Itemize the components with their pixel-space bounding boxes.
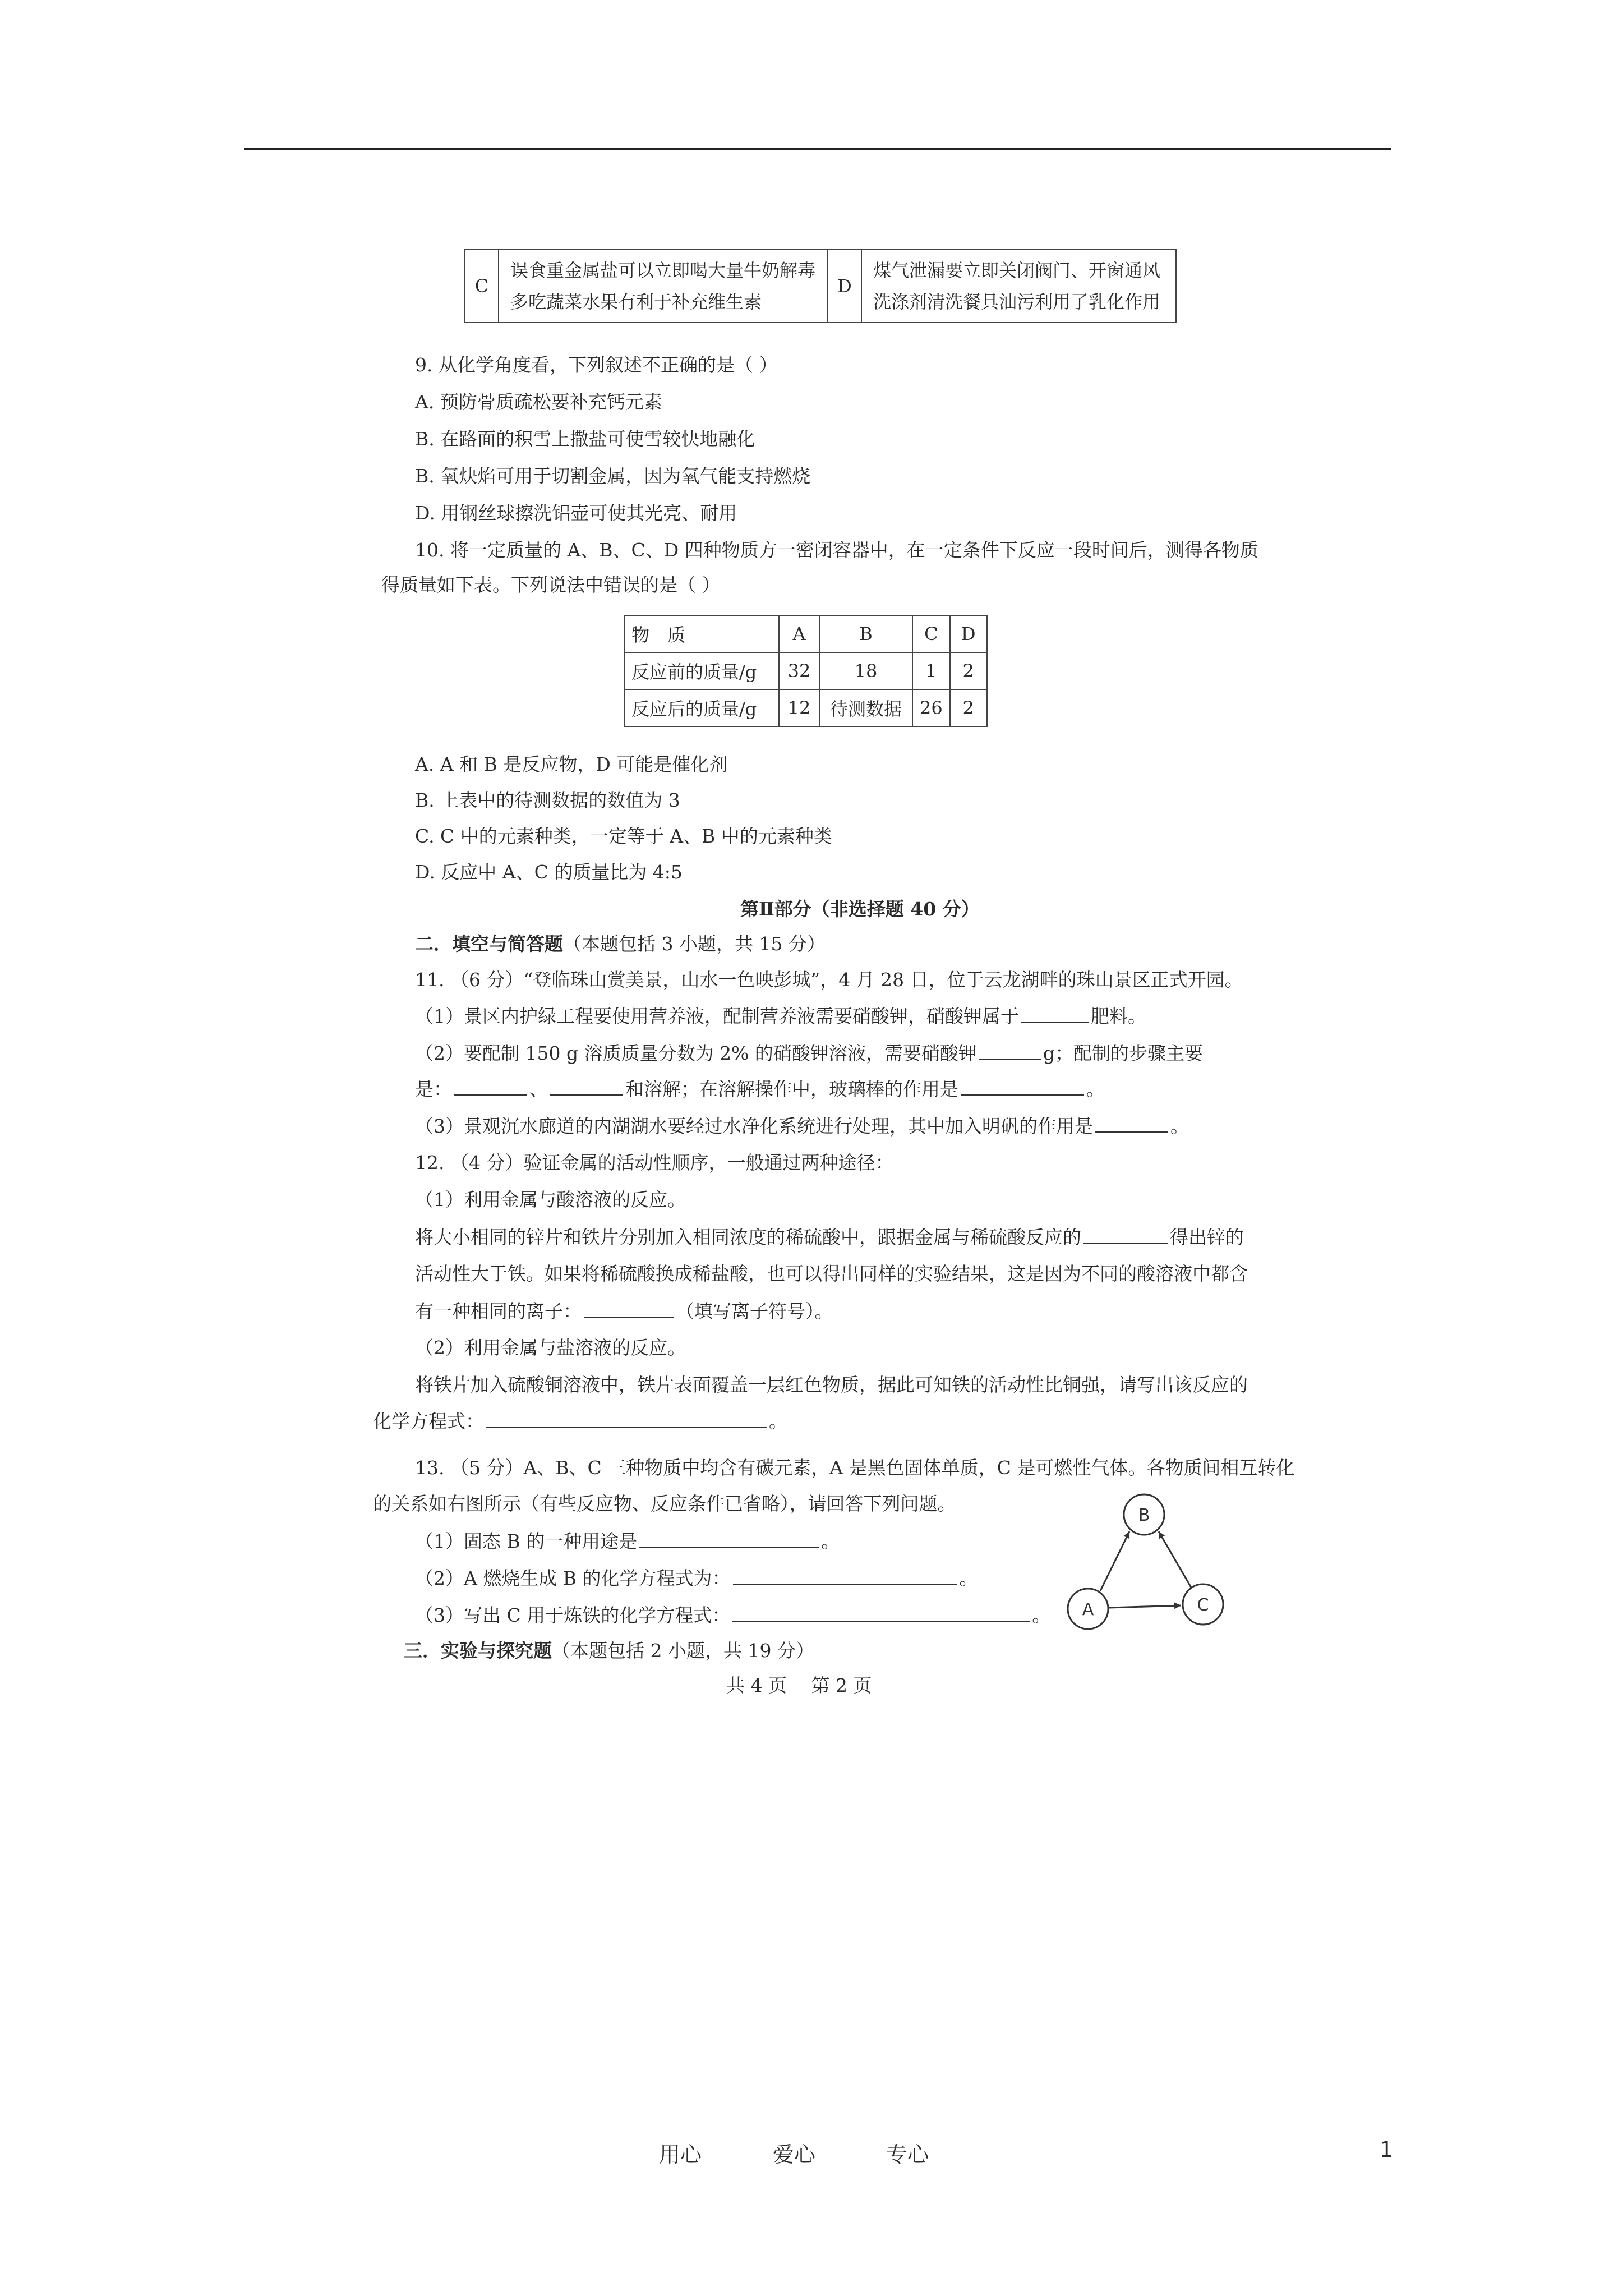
q9-option-b: B. 在路面的积雪上撒盐可使雪较快地融化	[415, 428, 755, 450]
q13-part1-text: （1）固态 B 的一种用途是	[415, 1530, 638, 1552]
q12-line1-text: 将大小相同的锌片和铁片分别加入相同浓度的稀硫酸中，跟据金属与稀硫酸反应的	[415, 1226, 1081, 1248]
header-cell: C	[912, 615, 950, 652]
table-cell: 1	[912, 652, 950, 689]
q12-line5-text: 化学方程式：	[373, 1410, 484, 1432]
q12-part1: （1）利用金属与酸溶液的反应。	[415, 1189, 686, 1211]
q11-part2-dissolve: 和溶解；在溶解操作中，玻璃棒的作用是	[625, 1078, 958, 1100]
q11-part1-text: （1）景区内护绿工程要使用营养液，配制营养液需要硝酸钾，硝酸钾属于	[415, 1005, 1019, 1027]
part2-heading: 第Ⅱ部分（非选择题 40 分）	[740, 898, 980, 920]
q13-part1	[415, 1530, 840, 1553]
q10-stem-line2: 得质量如下表。下列说法中错误的是（ ）	[381, 574, 721, 596]
q11-stem: 11. （6 分）“登临珠山赏美景，山水一色映彭城”，4 月 28 日，位于云龙湖畔的珠山景区正式开园。	[415, 969, 1243, 991]
option-d-line1: 煤气泄漏要立即关闭阀门、开窗通风	[873, 260, 1161, 281]
answer-blank[interactable]	[550, 1078, 623, 1096]
header-cell: 物 质	[624, 615, 779, 652]
q13-part2-end: 。	[959, 1567, 978, 1589]
answer-blank[interactable]	[961, 1078, 1084, 1096]
option-c-line2: 多吃蔬菜水果有利于补充维生素	[510, 291, 762, 312]
answer-blank[interactable]	[486, 1410, 767, 1428]
q11-part3-end: 。	[1170, 1115, 1189, 1137]
q11-part2-text: （2）要配制 150 g 溶质质量分数为 2% 的硝酸钾溶液，需要硝酸钾	[415, 1042, 977, 1064]
q13-part1-end: 。	[821, 1530, 840, 1552]
option-d-line2: 洗涤剂清洗餐具油污利用了乳化作用	[873, 291, 1161, 312]
q10-option-c: C. C 中的元素种类，一定等于 A、B 中的元素种类	[415, 825, 832, 847]
table-cell: 12	[779, 689, 819, 726]
q12-line4: 将铁片加入硫酸铜溶液中，铁片表面覆盖一层红色物质，据此可知铁的活动性比铜强，请写出该反应的	[415, 1374, 1248, 1396]
section3-heading	[404, 1640, 814, 1662]
table-row	[624, 652, 987, 689]
answer-blank[interactable]	[733, 1567, 957, 1585]
row-label: 反应后的质量/g	[624, 689, 779, 726]
header-cell: B	[819, 615, 912, 652]
table-cell: 18	[819, 652, 912, 689]
q10-stem-line1: 10. 将一定质量的 A、B、C、D 四种物质方一密闭容器中，在一定条件下反应一段时间后，测得各物质	[415, 539, 1258, 561]
answer-blank[interactable]	[639, 1530, 819, 1548]
arrow-a-to-c	[1109, 1605, 1181, 1608]
q11-part1-tail: 肥料。	[1091, 1005, 1146, 1027]
page-number: 1	[1380, 2137, 1394, 2162]
option-d-content	[861, 250, 1176, 323]
q13-part2	[415, 1567, 978, 1590]
q11-part2-line2	[415, 1078, 1105, 1101]
q12-line3	[415, 1300, 833, 1323]
option-c-label: C	[465, 250, 499, 323]
q11-part2-line1	[415, 1042, 1203, 1065]
section2-note: （本题包括 3 小题，共 15 分）	[563, 933, 826, 955]
q9-option-c: B. 氧炔焰可用于切割金属，因为氧气能支持燃烧	[415, 465, 811, 487]
answer-blank[interactable]	[1095, 1115, 1168, 1133]
q9-option-d: D. 用钢丝球擦洗铝壶可使其光亮、耐用	[415, 502, 737, 524]
q11-part2-tail: g；配制的步骤主要	[1043, 1042, 1204, 1064]
section2-heading	[415, 933, 826, 955]
q10-option-a: A. A 和 B 是反应物，D 可能是催化剂	[415, 753, 728, 775]
node-b-label: B	[1138, 1506, 1150, 1525]
q11-part2-shi: 是：	[415, 1078, 452, 1100]
answer-blank[interactable]	[732, 1604, 1030, 1622]
q10-mass-table	[624, 615, 988, 727]
q10-option-d: D. 反应中 A、C 的质量比为 4:5	[415, 861, 683, 883]
table-cell: 待测数据	[819, 689, 912, 726]
option-c-content	[499, 250, 828, 323]
q13-stem-line1: 13. （5 分）A、B、C 三种物质中均含有碳元素，A 是黑色固体单质，C 是可燃性气体。各物质间相互转化	[415, 1457, 1295, 1479]
arrow-c-to-b	[1159, 1531, 1191, 1588]
answer-blank[interactable]	[979, 1042, 1041, 1060]
answer-blank[interactable]	[1083, 1226, 1168, 1244]
q13-part3	[415, 1604, 1050, 1627]
q12-line5-end: 。	[769, 1410, 787, 1432]
footer-word-3: 专心	[886, 2142, 929, 2167]
header-cell: D	[950, 615, 987, 652]
q11-part2-end: 。	[1086, 1078, 1105, 1100]
q13-part2-text: （2）A 燃烧生成 B 的化学方程式为：	[415, 1567, 731, 1589]
q12-line5	[373, 1410, 787, 1433]
q13-conversion-diagram	[1054, 1487, 1234, 1632]
section3-title: 三．实验与探究题	[404, 1640, 552, 1662]
q11-part1	[415, 1005, 1146, 1028]
header-rule	[244, 148, 1391, 150]
node-c-label: C	[1197, 1595, 1209, 1615]
q12-line1-tail: 得出锌的	[1170, 1226, 1244, 1248]
answer-blank[interactable]	[454, 1078, 527, 1096]
q12-line2: 活动性大于铁。如果将稀硫酸换成稀盐酸，也可以得出同样的实验结果，这是因为不同的酸溶液中都含	[415, 1263, 1248, 1285]
q11-part3-text: （3）景观沉水廊道的内湖湖水要经过水净化系统进行处理，其中加入明矾的作用是	[415, 1115, 1093, 1137]
table-cell: 32	[779, 652, 819, 689]
option-d-label: D	[828, 250, 861, 323]
answer-blank[interactable]	[1021, 1005, 1089, 1023]
q10-option-b: B. 上表中的待测数据的数值为 3	[415, 789, 680, 811]
table-cell: 26	[912, 689, 950, 726]
node-a-label: A	[1082, 1600, 1094, 1619]
section2-title: 二．填空与简答题	[415, 933, 563, 955]
answer-blank[interactable]	[584, 1300, 674, 1318]
q12-line3-text: 有一种相同的离子：	[415, 1300, 582, 1322]
header-cell: A	[779, 615, 819, 652]
q11-part3	[415, 1115, 1189, 1138]
q9-stem: 9. 从化学角度看，下列叙述不正确的是（ ）	[415, 354, 778, 376]
table-cell: 2	[950, 652, 987, 689]
q11-part2-comma: 、	[529, 1078, 548, 1100]
arrow-a-to-b	[1100, 1531, 1129, 1591]
q9-option-a: A. 预防骨质疏松要补充钙元素	[415, 391, 662, 413]
table-row	[624, 615, 987, 652]
footer-word-1: 用心	[659, 2142, 702, 2167]
q13-part3-text: （3）写出 C 用于炼铁的化学方程式：	[415, 1604, 731, 1626]
table-cell: 2	[950, 689, 987, 726]
section3-note: （本题包括 2 小题，共 19 分）	[552, 1640, 814, 1662]
row-label: 反应前的质量/g	[624, 652, 779, 689]
q13-stem-line2: 的关系如右图所示（有些反应物、反应条件已省略），请回答下列问题。	[373, 1493, 956, 1515]
q12-part2: （2）利用金属与盐溶液的反应。	[415, 1337, 686, 1359]
q12-stem: 12. （4 分）验证金属的活动性顺序，一般通过两种途径：	[415, 1152, 894, 1174]
q12-line3-tail: （填写离子符号）。	[676, 1300, 833, 1322]
q8-options-table	[464, 249, 1177, 323]
q13-part3-end: 。	[1032, 1604, 1051, 1626]
option-c-line1: 误食重金属盐可以立即喝大量牛奶解毒	[510, 260, 816, 281]
q12-line1	[415, 1226, 1244, 1249]
table-row	[624, 689, 987, 726]
page-info: 共 4 页 第 2 页	[726, 1674, 872, 1696]
footer-word-2: 爱心	[773, 2142, 816, 2167]
